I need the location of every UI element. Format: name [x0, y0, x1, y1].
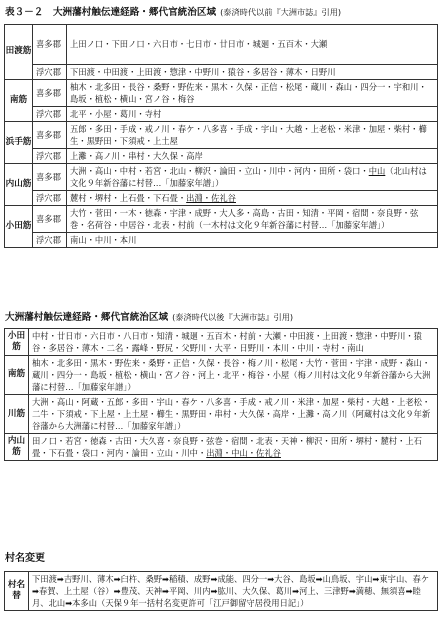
village-list: 大洲・高山・中村・若宮・北山・柳沢・論田・立山・川中・河内・田所・袋口・中山（北山村は文化９年新谷藩に村替…「加藤家年譜」）: [67, 164, 438, 191]
village-list: 五郎・多田・手成・戒ノ川・春ケ・八多喜・手成・宇山・大越・上老松・米津・加屋・柴村・櫛生・黒野田・下須戒・上土屋: [67, 122, 438, 149]
district-name: 喜多郡: [33, 206, 67, 233]
row-label: 川筋: [5, 395, 29, 434]
village-list: 上田ノ口・下田ノ口・六日市・七日市・廿日市・城廻・五百木・大瀬: [67, 25, 438, 65]
row-label: 内山筋: [5, 164, 33, 206]
district-name: 浮穴郡: [33, 65, 67, 80]
village-list: 下田渡・中田渡・上田渡・惣津・中野川・猿谷・多居谷・薄木・日野川: [67, 65, 438, 80]
village-list: 田ノ口・若宮・徳森・古田・大久喜・奈良野・弦巻・宿間・北表・天神・柳沢・田所・堺村・麓村・上石畳・下石畳・袋口・河内・論田・立山・川中・出淵・中山・佐礼谷: [29, 434, 438, 461]
table2-heading: 大洲藩村触伝達経路・郷代官統治区域 (泰済時代以後『大洲市誌』引用): [5, 312, 294, 323]
district-name: 喜多郡: [33, 80, 67, 107]
underlined-village: 中山: [368, 166, 386, 177]
village-list: 中村・廿日市・六日市・八日市・知清・城廻・五百木・村前・大瀬・中田渡・上田渡・惣津・中野川・猿谷・多居谷・薄木・二名・露峰・野尻・父野川・大平・日野川・本川・中川・寺村・南山: [29, 329, 438, 356]
table1-citation: (泰済時代以前『大洲市誌』引用): [220, 7, 342, 17]
village-list: 麓村・堺村・上石畳・下石畳・出淵・佐礼谷: [67, 191, 438, 206]
village-list: 南山・中川・本川: [67, 233, 438, 248]
district-name: 喜多郡: [33, 25, 67, 65]
row-label: 内山筋: [5, 434, 29, 461]
village-list: 大洲・高山・阿蔵・五郎・多田・宇山・春ケ・八多喜・手成・戒ノ川・米津・加屋・柴村・大越・上老松・二牛・下須戒・下上屋・上土屋・櫛生・黒野田・串村・大久保・高岸・上灘・高ノ川（阿蔵村は文化９年新谷藩から大洲藩に村替…「加藤家年譜」）: [29, 395, 438, 434]
village-list: 柚木・北多田・長谷・桑野・野佐来・黒木・久保・正信・松尾・蔵川・森山・四分一・宇和川・島坂・植松・横山・宮ノ谷・梅谷: [67, 80, 438, 107]
underlined-village: 出淵・中山・佐礼谷: [206, 448, 281, 459]
row-label: 小田筋: [5, 329, 29, 356]
village-list: 上灘・高ノ川・串村・大久保・高岸: [67, 149, 438, 164]
table1: [4, 24, 438, 248]
underlined-village: 出淵・佐礼谷: [186, 193, 236, 204]
district-name: 浮穴郡: [33, 233, 67, 248]
district-name: 浮穴郡: [33, 107, 67, 122]
row-label: 浜手筋: [5, 122, 33, 164]
section3-title: 村名変更: [5, 553, 45, 564]
row-label: 南筋: [5, 80, 33, 122]
rename-table: [4, 571, 438, 611]
row-label: 村名替: [5, 572, 29, 611]
district-name: 喜多郡: [33, 122, 67, 149]
district-name: 浮穴郡: [33, 149, 67, 164]
rename-list: 下田渡➡吉野川、薄木➡臼杵、桑野➡稲積、成野➡成能、四分一➡大谷、島坂➡山鳥坂、宇山➡東宇山、春ケ➡春賀、上土屋（谷）➡豊茂、天神➡平岡、川内➡肱川、大久保、葛川➡河上、三津野➡満穂、無須喜➡睦月、北山➡本多山（天保９年一括村名変更許可「江戸御留守居役用日記」）: [29, 572, 438, 611]
row-label: 田渡筋: [5, 25, 33, 80]
row-label: 小田筋: [5, 206, 33, 248]
row-label: 南筋: [5, 356, 29, 395]
table2: [4, 328, 438, 461]
district-name: 喜多郡: [33, 164, 67, 191]
table2-citation: (泰済時代以後『大洲市誌』引用): [172, 312, 294, 322]
table1-heading: 表３－２ 大洲藩村触伝達経路・郷代官統治区域 (泰済時代以前『大洲市誌』引用): [5, 7, 342, 18]
village-list: 大竹・菅田・一木・徳森・宇津・成野・大人多・高島・古田・知清・平岡・宿間・奈良野・弦巻・名荷谷・中居谷・北表・村前（一木村は文化９年新谷藩に村替…「加藤家年譜」）: [67, 206, 438, 233]
district-name: 浮穴郡: [33, 191, 67, 206]
village-list: 柚木・北多田・黒木・野佐来・桑野・正信・久保・長谷・梅ノ川・松尾・大竹・菅田・宇津・成野・森山・蔵川・四分一・島坂・植松・横山・宮ノ谷・河上・北平・梅谷・小屋（梅ノ川村は文化９年新谷藩から大洲藩に村替…「加藤家年譜」）: [29, 356, 438, 395]
village-list: 北平・小屋・葛川・寺村: [67, 107, 438, 122]
